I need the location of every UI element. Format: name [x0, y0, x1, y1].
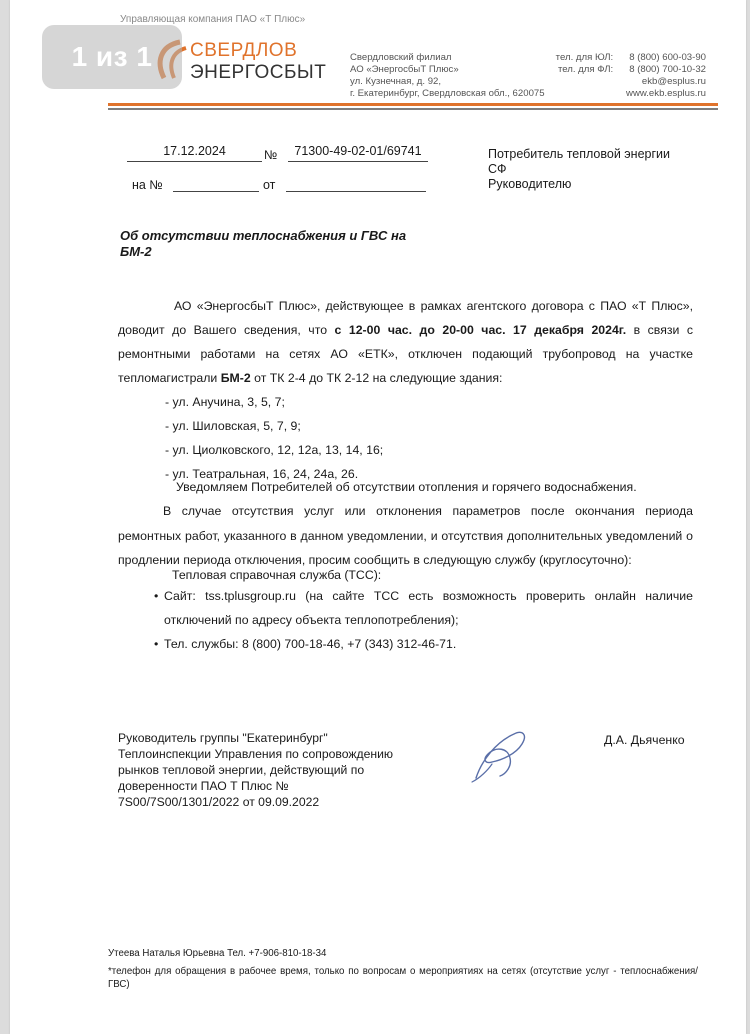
addressee-line: Руководителю: [488, 177, 572, 191]
contact-block: [556, 52, 706, 100]
affected-building: - ул. Шиловская, 5, 7, 9;: [165, 419, 301, 433]
service-title: Тепловая справочная служба (ТСС):: [172, 568, 382, 582]
notice-paragraph: [118, 294, 693, 390]
subject-line: Об отсутствии теплоснабжения и ГВС на: [120, 228, 407, 243]
contact-label: тел. для ЮЛ:: [555, 52, 614, 63]
notification-paragraph: Уведомляем Потребителей об отсутствии отопления и горячего водоснабжения.: [176, 480, 637, 494]
notice-text: в связи с ремонтными работами на сетях АО «ЕТК», отключен подающий трубопровод на участке тепломагистрали: [118, 323, 693, 385]
contact-request-paragraph: В случае отсутствия услуг или отклонения параметров после окончания периода ремонтных работ, указанного в данном уведомлении, и отсутствия дополнительных уведомлений о продлении периода отключения, просим сообщить в следующую службу (круглосуточно):: [118, 504, 693, 567]
management-company: Управляющая компания ПАО «Т Плюс»: [120, 14, 306, 25]
contact-website[interactable]: www.ekb.esplus.ru: [626, 88, 706, 99]
addressee-line: Потребитель тепловой энергии: [488, 147, 671, 161]
branch-address: [350, 52, 545, 100]
affected-building: - ул. Театральная, 16, 24, 24а, 26.: [165, 467, 359, 481]
signatory-position: [118, 730, 393, 810]
position-line: 7S00/7S00/1301/2022 от 09.09.2022: [118, 795, 320, 809]
address-line: г. Екатеринбург, Свердловская обл., 620075: [350, 88, 545, 99]
reply-from-label: от: [263, 178, 276, 192]
affected-building: - ул. Анучина, 3, 5, 7;: [165, 395, 285, 409]
pipeline-section: БМ-2: [220, 371, 251, 385]
contact-value: 8 (800) 700-10-32: [629, 64, 706, 75]
reply-number-line: [173, 174, 259, 192]
list-item: [118, 584, 693, 632]
service-phones: Тел. службы: 8 (800) 700-18-46, +7 (343) 312-46-71.: [164, 637, 457, 651]
contact-row: [556, 76, 706, 88]
notice-text: от ТК 2-4 до ТК 2-12 на следующие здания:: [250, 371, 503, 385]
addressee-line: СФ: [488, 162, 507, 176]
contact-email[interactable]: ekb@esplus.ru: [641, 76, 706, 87]
footnote: *телефон для обращения в рабочее время, только по вопросам о мероприятиях на сетях (отсутствие услуг - теплоснабжения/ГВС): [108, 966, 698, 990]
subject-line: БМ-2: [120, 244, 152, 259]
logo-text-line2: ЭНЕРГОСБЫТ: [190, 62, 327, 83]
header-rule-grey: [108, 108, 718, 110]
reply-date-line: [286, 174, 426, 192]
notice-text: АО «ЭнергосбыТ Плюс», действующее в рамках агентского договора с ПАО «Т Плюс», доводит до Вашего сведения, что: [118, 299, 693, 337]
number-sign: №: [264, 148, 278, 162]
executor-info: Утеева Наталья Юрьевна Тел. +7-906-810-18-34: [108, 948, 327, 959]
handwritten-signature: [462, 720, 542, 790]
logo-text-line1: СВЕРДЛОВ: [190, 40, 298, 61]
reply-to-label: на №: [132, 178, 163, 192]
bullet-icon: •: [154, 589, 159, 603]
position-line: Теплоинспекции Управления по сопровождению: [118, 747, 394, 761]
document-page: [10, 0, 746, 1034]
addressee: [488, 147, 670, 192]
contact-row: [556, 52, 706, 64]
position-line: Руководитель группы "Екатеринбург": [118, 731, 328, 745]
outgoing-date: 17.12.2024: [127, 144, 262, 162]
service-website: Сайт: tss.tplusgroup.ru (на сайте ТСС есть возможность проверить онлайн наличие отключений по адресу объекта теплопотребления);: [164, 589, 693, 627]
page-indicator: 1 из 1: [42, 25, 182, 89]
contact-label: тел. для ФЛ:: [557, 64, 614, 75]
position-line: рынков тепловой энергии, действующий по: [118, 763, 365, 777]
contact-row: [556, 88, 706, 100]
address-line: Свердловский филиал: [350, 52, 452, 63]
outgoing-number: 71300-49-02-01/69741: [288, 144, 428, 162]
signatory-name: Д.А. Дьяченко: [604, 733, 685, 747]
contact-row: [556, 64, 706, 76]
affected-building: - ул. Циолковского, 12, 12а, 13, 14, 16;: [165, 443, 384, 457]
address-line: АО «ЭнергосбыТ Плюс»: [350, 64, 459, 75]
outage-period: с 12-00 час. до 20-00 час. 17 декабря 2024г.: [334, 323, 627, 337]
bullet-icon: •: [154, 637, 159, 651]
letter-subject: [120, 228, 406, 260]
service-contacts: [118, 584, 693, 656]
contact-value: 8 (800) 600-03-90: [629, 52, 706, 63]
list-item: [118, 632, 693, 656]
position-line: доверенности ПАО Т Плюс №: [118, 779, 289, 793]
address-line: ул. Кузнечная, д. 92,: [350, 76, 442, 87]
header-rule-orange: [108, 103, 718, 106]
